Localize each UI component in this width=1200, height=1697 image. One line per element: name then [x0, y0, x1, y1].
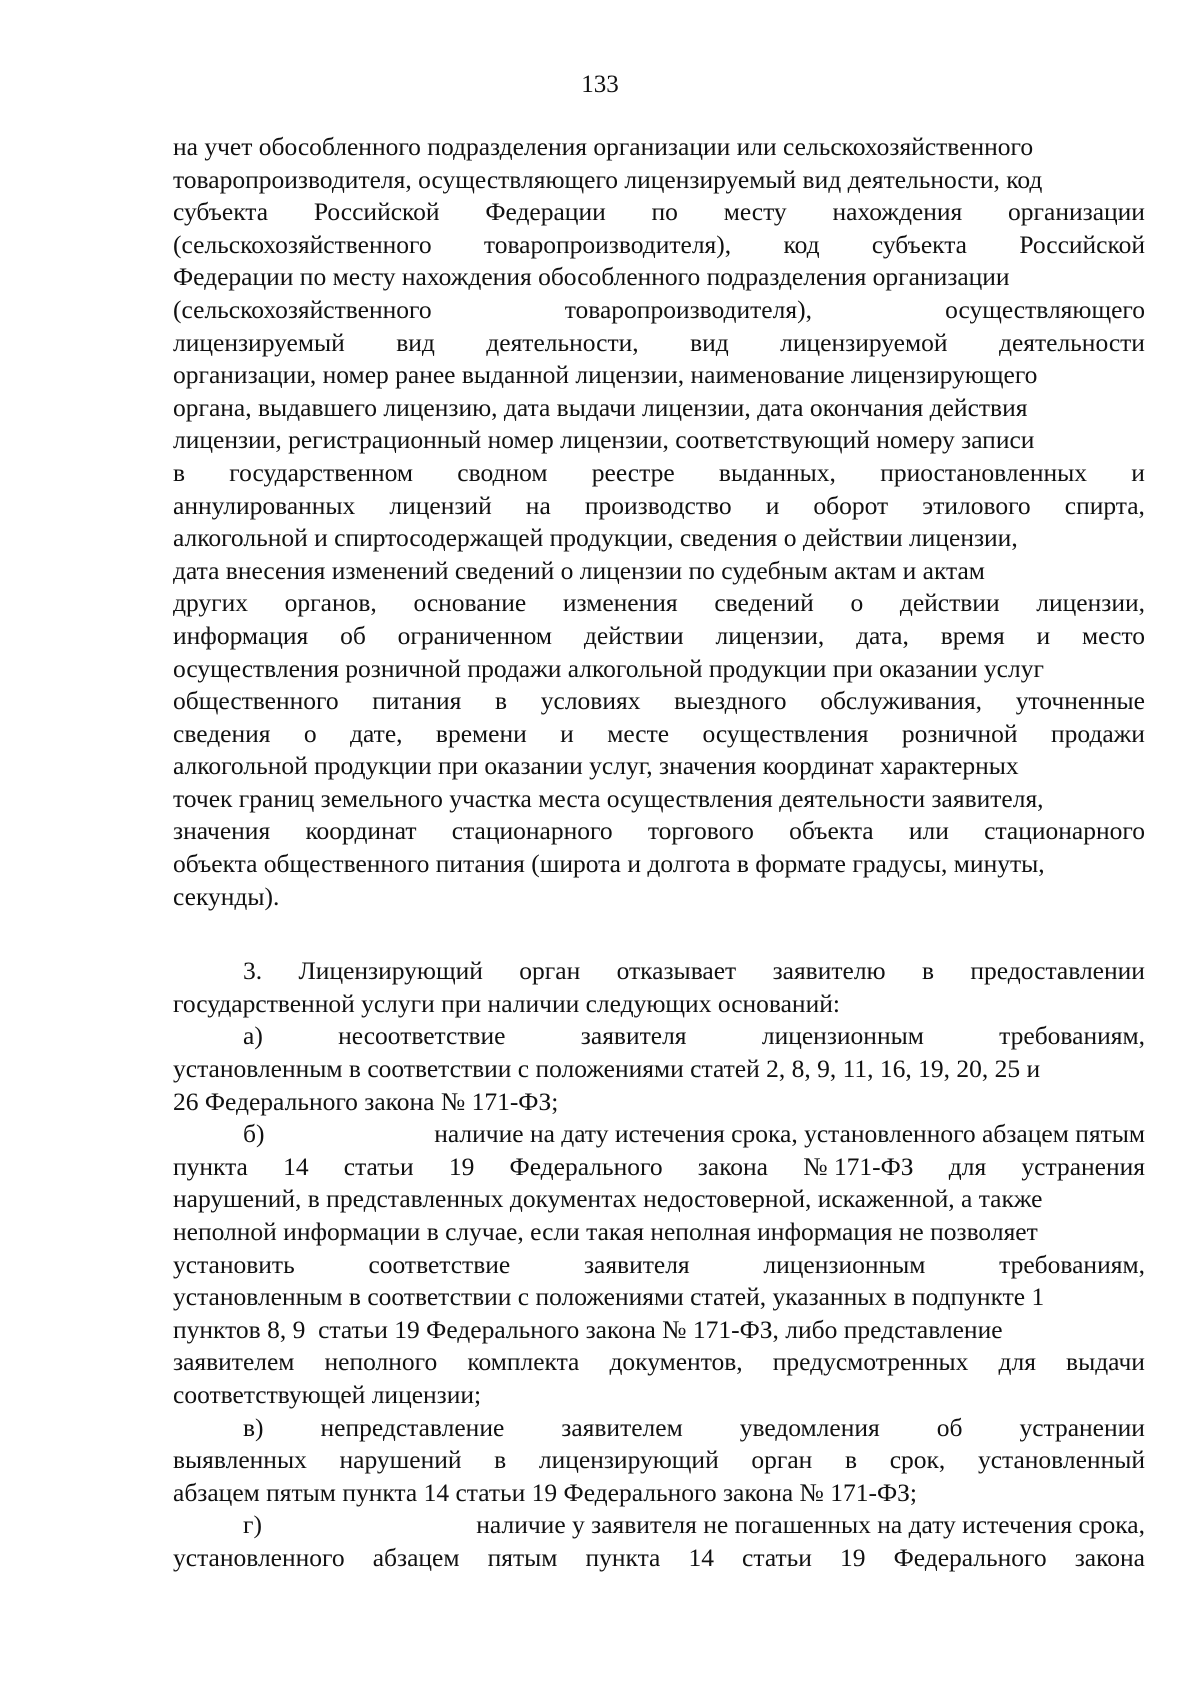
text-segment: нахождения — [832, 197, 963, 227]
text-line — [173, 1542, 1145, 1575]
text-segment: информация — [173, 620, 309, 650]
text-segment: государственной услуги при наличии следующих оснований: — [173, 988, 840, 1018]
text-line — [173, 1509, 1145, 1542]
text-segment: в — [495, 686, 508, 716]
text-block — [173, 131, 1145, 913]
text-segment: 14 — [283, 1151, 309, 1181]
text-segment: неполной информации в случае, если такая неполная информация не позволяет — [173, 1217, 1038, 1246]
text-segment: статьи — [343, 1151, 414, 1181]
text-segment: сведения — [173, 718, 271, 748]
text-segment: пункта — [173, 1151, 248, 1181]
text-segment: место — [1082, 620, 1145, 650]
text-segment: Федерации по месту нахождения обособленного подразделения организации — [173, 262, 1010, 292]
text-segment: организации — [1008, 197, 1145, 227]
text-segment: координат — [305, 816, 417, 846]
text-segment: розничной — [901, 718, 1018, 748]
text-segment: о — [303, 718, 317, 748]
text-segment: 14 — [688, 1542, 714, 1572]
text-segment: ограниченном — [397, 620, 553, 650]
text-segment: приостановленных — [880, 457, 1088, 487]
text-segment: органов, — [284, 588, 377, 618]
text-line — [173, 359, 1145, 392]
text-segment: лицензируемый — [173, 327, 345, 357]
text-segment: общественного — [173, 686, 339, 716]
text-segment: орган — [519, 956, 581, 986]
text-segment: отказывает — [616, 956, 737, 986]
text-segment: товаропроизводителя, осуществляющего лицензируемый вид деятельности, код — [173, 164, 1043, 194]
text-segment: лицензии, — [1036, 588, 1145, 618]
text-segment: закона — [697, 1151, 768, 1181]
text-segment: несоответствие — [338, 1021, 506, 1051]
text-line — [173, 881, 1145, 914]
text-segment: алкогольной продукции при оказании услуг, значения координат характерных — [173, 751, 1019, 781]
text-segment: реестре — [591, 457, 675, 487]
text-segment: наличие у заявителя не погашенных на дату истечения срока, — [476, 1510, 1145, 1540]
text-segment: установленный — [977, 1445, 1145, 1475]
text-segment: Российской — [1019, 229, 1145, 259]
text-line — [173, 1346, 1145, 1379]
text-segment: оборот — [813, 490, 889, 520]
text-segment: алкогольной и спиртосодержащей продукции, сведения о действии лицензии, — [173, 523, 1018, 553]
text-segment: в — [844, 1445, 858, 1475]
text-line — [173, 164, 1145, 197]
text-segment: сведений — [714, 588, 814, 618]
text-line — [173, 555, 1145, 588]
text-segment: нарушений, в представленных документах недостоверной, искаженной, а также — [173, 1184, 1043, 1214]
text-segment: и — [560, 718, 574, 748]
text-segment: об — [936, 1412, 963, 1442]
text-line — [173, 620, 1145, 653]
text-segment: стационарного — [451, 816, 613, 846]
text-line — [173, 750, 1145, 783]
text-segment: лицензирующий — [538, 1445, 719, 1475]
text-segment: на учет обособленного подразделения организации или сельскохозяйственного — [173, 132, 1034, 161]
paragraph-gap — [173, 913, 1145, 955]
text-segment: выявленных — [173, 1445, 307, 1475]
text-line — [173, 1281, 1145, 1314]
text-segment: № 171-ФЗ — [803, 1151, 914, 1181]
text-segment: 3. — [243, 956, 263, 986]
text-segment: лицензии, регистрационный номер лицензии, соответствующий номеру записи — [173, 425, 1035, 455]
text-segment: продажи — [1050, 718, 1145, 748]
text-segment: и — [1131, 457, 1145, 487]
text-segment: вид — [396, 327, 435, 357]
text-segment: для — [948, 1151, 987, 1181]
text-line — [173, 1379, 1145, 1412]
text-line — [173, 131, 1145, 164]
text-segment: комплекта — [467, 1347, 580, 1377]
text-segment: вид — [690, 327, 729, 357]
text-segment: питания — [372, 686, 462, 716]
text-segment: заявителя — [580, 1021, 687, 1051]
text-segment: время — [940, 620, 1005, 650]
text-segment: деятельности — [998, 327, 1145, 357]
text-segment: осуществления — [702, 718, 869, 748]
text-segment: дата, — [856, 620, 909, 650]
text-segment: Лицензирующий — [298, 956, 483, 986]
text-segment: абзацем пятым пункта 14 статьи 19 Федерального закона № 171-ФЗ; — [173, 1477, 917, 1507]
text-segment: спирта, — [1064, 490, 1145, 520]
text-segment: стационарного — [984, 816, 1145, 846]
text-segment: выездного — [674, 686, 787, 716]
text-segment: субъекта — [173, 197, 269, 227]
text-segment: товаропроизводителя), — [483, 229, 732, 259]
text-segment: уточненные — [1015, 686, 1145, 716]
text-segment: значения — [173, 816, 271, 846]
text-segment: заявителем — [173, 1347, 295, 1377]
text-segment: заявителя — [583, 1249, 690, 1279]
text-segment: на — [525, 490, 551, 520]
text-segment: субъекта — [871, 229, 967, 259]
text-segment: непредставление — [320, 1412, 505, 1442]
text-segment: орган — [751, 1445, 813, 1475]
text-line — [173, 1020, 1145, 1053]
text-segment: абзацем — [372, 1542, 460, 1572]
text-line — [173, 1412, 1145, 1445]
text-segment: нарушений — [339, 1445, 462, 1475]
text-segment: установленным в соответствии с положениями статей 2, 8, 9, 11, 16, 19, 20, 25 и — [173, 1054, 1041, 1084]
text-segment: организации, номер ранее выданной лицензии, наименование лицензирующего — [173, 360, 1038, 390]
text-line — [173, 1314, 1145, 1347]
text-segment: осуществляющего — [945, 294, 1145, 324]
text-segment: Федерации — [485, 197, 606, 227]
text-line — [173, 424, 1145, 457]
text-line — [173, 457, 1145, 490]
text-segment: точек границ земельного участка места осуществления деятельности заявителя, — [173, 783, 1044, 813]
text-segment: неполного — [324, 1347, 438, 1377]
text-line — [173, 392, 1145, 425]
text-segment: требованиям, — [999, 1021, 1145, 1051]
text-segment: наличие на дату истечения срока, установленного абзацем пятым — [434, 1119, 1145, 1149]
text-segment: объекта общественного питания (широта и долгота в формате градусы, минуты, — [173, 849, 1045, 879]
text-line — [173, 1183, 1145, 1216]
text-segment: лицензии, — [715, 620, 825, 650]
text-segment: условиях — [540, 686, 641, 716]
text-line — [173, 653, 1145, 686]
text-segment: пункта — [585, 1542, 661, 1572]
text-segment: деятельности, — [486, 327, 639, 357]
text-line — [173, 1086, 1145, 1119]
text-segment: Российской — [313, 197, 440, 227]
text-line — [173, 587, 1145, 620]
text-line — [173, 848, 1145, 881]
text-line — [173, 1249, 1145, 1282]
text-line — [173, 327, 1145, 360]
text-segment: основание — [413, 588, 527, 618]
text-segment: уведомления — [739, 1412, 880, 1442]
text-segment: других — [173, 588, 248, 618]
text-segment: государственном — [229, 457, 414, 487]
page-number: 133 — [581, 71, 619, 98]
text-line — [173, 196, 1145, 229]
text-segment: выданных, — [718, 457, 836, 487]
text-segment: этилового — [922, 490, 1031, 520]
text-segment: 19 — [448, 1151, 475, 1181]
text-line — [173, 490, 1145, 523]
text-line — [173, 261, 1145, 294]
text-segment: изменения — [562, 588, 678, 618]
text-line — [173, 1216, 1145, 1249]
text-segment: в — [921, 956, 935, 986]
text-block — [173, 955, 1145, 1574]
document-body — [173, 131, 1145, 1575]
text-line — [173, 783, 1145, 816]
text-segment: в — [173, 457, 186, 487]
text-segment: закона — [1074, 1542, 1145, 1572]
text-line — [173, 1477, 1145, 1510]
text-segment: по — [651, 197, 678, 227]
text-line — [173, 1151, 1145, 1184]
text-segment: торгового — [647, 816, 754, 846]
text-line — [173, 955, 1145, 988]
text-segment: лицензируемой — [780, 327, 948, 357]
text-segment: выдачи — [1066, 1347, 1145, 1377]
text-segment: (сельскохозяйственного — [173, 229, 432, 259]
text-segment: лицензий — [389, 490, 492, 520]
text-segment: заявителем — [561, 1412, 683, 1442]
text-segment: требованиям, — [999, 1249, 1145, 1279]
text-segment: б) — [243, 1119, 265, 1149]
text-line — [173, 685, 1145, 718]
text-segment: документов, — [609, 1347, 743, 1377]
text-line — [173, 1053, 1145, 1086]
text-segment: аннулированных — [173, 490, 356, 520]
text-segment: действии — [899, 588, 1000, 618]
text-segment: срок, — [889, 1445, 946, 1475]
text-line — [173, 815, 1145, 848]
text-segment: производство — [584, 490, 732, 520]
text-line — [173, 1444, 1145, 1477]
text-segment: 26 Федерального закона № 171-ФЗ; — [173, 1086, 559, 1116]
text-segment: осуществления розничной продажи алкогольной продукции при оказании услуг — [173, 653, 1044, 683]
text-segment: статьи — [742, 1542, 812, 1572]
text-segment: предоставлении — [970, 956, 1145, 986]
text-segment: соответствующей лицензии; — [173, 1379, 482, 1409]
text-line — [173, 294, 1145, 327]
text-segment: органа, выдавшего лицензию, дата выдачи лицензии, дата окончания действия — [173, 392, 1028, 422]
text-segment: устранения — [1021, 1151, 1145, 1181]
text-segment: действии — [583, 620, 684, 650]
text-segment: (сельскохозяйственного — [173, 294, 432, 324]
text-segment: пунктов 8, 9 статьи 19 Федерального закона № 171-ФЗ, либо представление — [173, 1314, 1003, 1344]
text-segment: объекта — [789, 816, 874, 846]
text-segment: установленного — [173, 1542, 345, 1572]
text-segment: или — [908, 816, 949, 846]
text-segment: и — [1036, 620, 1051, 650]
text-segment: об — [340, 620, 366, 650]
text-segment: лицензионным — [761, 1021, 924, 1051]
text-line — [173, 718, 1145, 751]
text-segment: установить — [173, 1249, 295, 1279]
text-segment: устранении — [1019, 1412, 1145, 1442]
text-segment: г) — [243, 1510, 262, 1540]
text-segment: в — [494, 1445, 507, 1475]
text-line — [173, 1118, 1145, 1151]
text-segment: 19 — [840, 1542, 866, 1572]
text-segment: Федерального — [509, 1151, 663, 1181]
text-segment: сводном — [457, 457, 548, 487]
text-segment: о — [850, 588, 864, 618]
text-segment: предусмотренных — [772, 1347, 969, 1377]
text-segment: для — [998, 1347, 1036, 1377]
text-segment: код — [783, 229, 820, 259]
text-segment: пятым — [487, 1542, 558, 1572]
text-line — [173, 229, 1145, 262]
text-line — [173, 522, 1145, 555]
text-segment: установленным в соответствии с положениями статей, указанных в подпункте 1 — [173, 1282, 1045, 1312]
text-segment: заявителю — [772, 956, 886, 986]
text-segment: времени — [435, 718, 527, 748]
text-segment: лицензионным — [763, 1249, 926, 1279]
text-segment: и — [765, 490, 780, 520]
text-segment: дате, — [350, 718, 403, 748]
text-segment: секунды). — [173, 881, 280, 911]
text-line — [173, 988, 1145, 1021]
text-segment: а) — [243, 1021, 263, 1051]
text-segment: Федерального — [893, 1542, 1047, 1572]
text-segment: месту — [723, 197, 787, 227]
text-segment: соответствие — [368, 1249, 511, 1279]
text-segment: товаропроизводителя), — [564, 294, 812, 324]
text-segment: в) — [243, 1412, 264, 1442]
text-segment: дата внесения изменений сведений о лицензии по судебным актам и актам — [173, 555, 985, 585]
text-segment: обслуживания, — [820, 686, 983, 716]
text-segment: месте — [607, 718, 670, 748]
